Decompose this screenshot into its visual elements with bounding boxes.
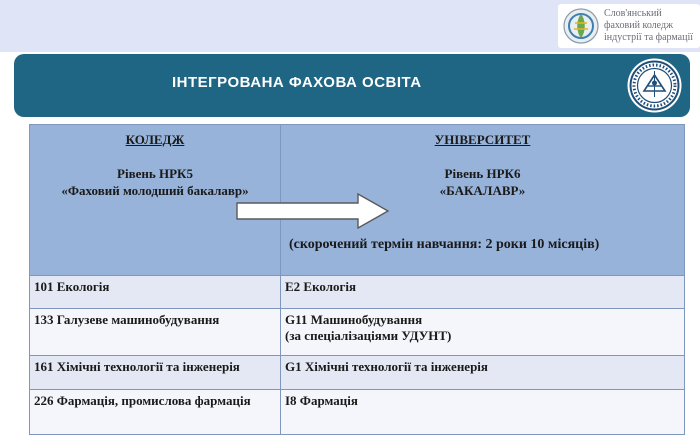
university-heading: УНІВЕРСИТЕТ — [434, 132, 531, 147]
college-degree: «Фаховий молодший бакалавр» — [61, 183, 249, 198]
table-row — [30, 390, 685, 435]
table-row — [30, 276, 685, 309]
college-name-line-1: Слов'янський — [604, 8, 662, 19]
college-name-line-2: фаховий коледж — [604, 20, 673, 31]
university-specialty: І8 Фармація — [285, 393, 358, 408]
college-level: Рівень НРК5 — [117, 166, 193, 181]
university-specialty-cell — [281, 356, 685, 390]
university-specialty: Е2 Екологія — [285, 279, 357, 294]
university-specialty-cell — [281, 390, 685, 435]
college-specialty-cell: 101 Екологія — [30, 276, 281, 309]
college-heading: КОЛЕДЖ — [125, 132, 185, 147]
college-specialty-cell: 161 Хімічні технології та інженерія — [30, 356, 281, 390]
university-specialty-cell — [281, 276, 685, 309]
university-degree: «БАКАЛАВР» — [439, 183, 526, 198]
college-emblem-icon — [562, 7, 600, 45]
university-specialty-cell — [281, 309, 685, 356]
duration-note: (скорочений термін навчання: 2 роки 10 місяців) — [289, 237, 600, 252]
university-seal-icon — [626, 57, 683, 114]
college-specialty-cell: 133 Галузеве машинобудування — [30, 309, 281, 356]
college-logo — [558, 4, 700, 48]
title-bar — [14, 54, 690, 117]
university-specialty-note: (за спеціалізаціями УДУНТ) — [285, 328, 452, 343]
comparison-table — [29, 124, 685, 435]
table-row — [30, 309, 685, 356]
college-name — [604, 8, 700, 44]
right-arrow-icon — [236, 193, 390, 229]
table-row — [30, 356, 685, 390]
college-specialty-cell: 226 Фармація, промислова фармація — [30, 390, 281, 435]
university-specialty: G1 Хімічні технології та інженерія — [285, 359, 488, 374]
university-level: Рівень НРК6 — [444, 166, 521, 181]
college-name-line-3: індустрії та фармації — [604, 32, 694, 43]
page-title: ІНТЕГРОВАНА ФАХОВА ОСВІТА — [172, 74, 422, 91]
university-specialty: G11 Машинобудування — [285, 312, 423, 327]
